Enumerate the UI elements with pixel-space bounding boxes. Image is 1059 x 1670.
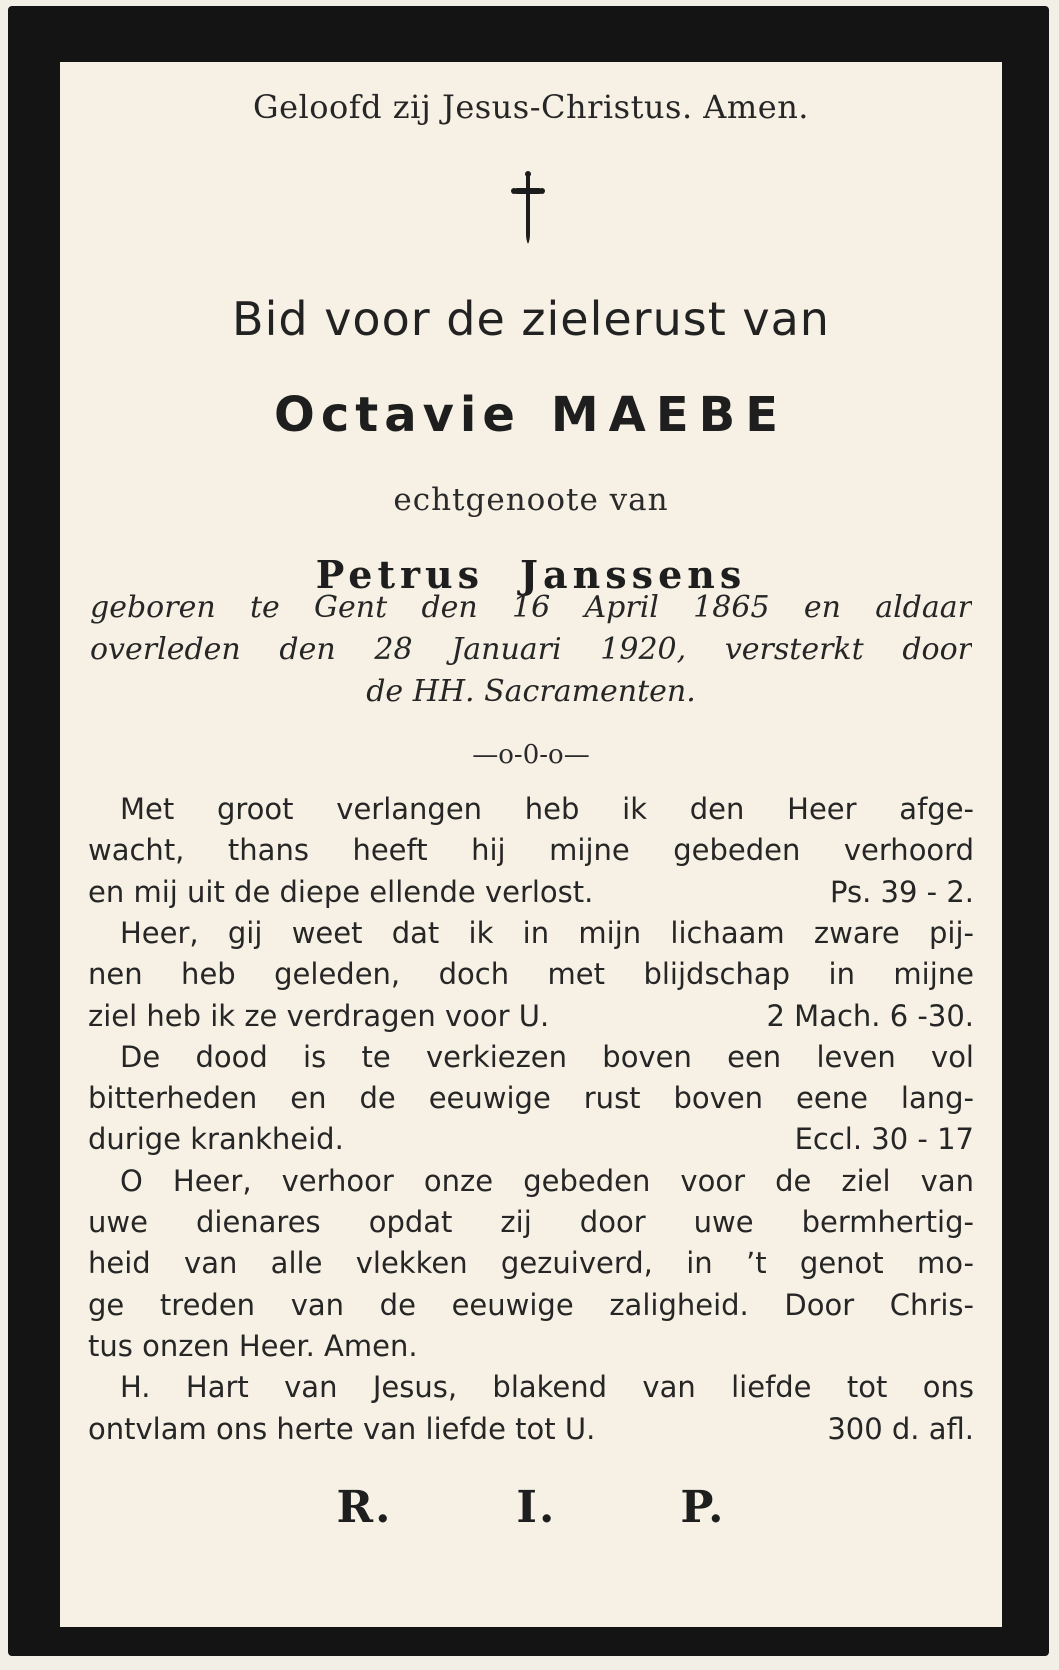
verse-line: ge treden van de eeuwige zaligheid. Door Chris- <box>88 1287 974 1322</box>
verse-last-line <box>88 1122 974 1156</box>
verse-text: tus onzen Heer. Amen. <box>88 1328 418 1363</box>
spouse-surname: Janssens <box>520 552 747 597</box>
verse-reference: 300 d. afl. <box>827 1411 974 1446</box>
rip-letter: I. <box>516 1482 557 1533</box>
bio-line: overleden den 28 Januari 1920, versterkt door <box>90 632 972 667</box>
spouse-first-name: Petrus <box>315 552 485 597</box>
verse-line: bitterheden en de eeuwige rust boven eene lang- <box>88 1081 974 1116</box>
verse-line: uwe dienares opdat zij door uwe bermhertig- <box>88 1205 974 1239</box>
verse-reference: Ps. 39 - 2. <box>830 874 974 909</box>
verse-line: De dood is te verkiezen boven een leven vol <box>120 1039 974 1074</box>
verse-last-line <box>88 1329 974 1363</box>
cross-icon <box>508 170 548 250</box>
prayer-heading: Bid voor de zielerust van <box>232 292 830 346</box>
verse-line: heid van alle vlekken gezuiverd, in ’t genot mo- <box>88 1246 974 1281</box>
bio-line: de HH. Sacramenten. <box>366 674 696 709</box>
verse-text: ziel heb ik ze verdragen voor U. <box>88 998 550 1033</box>
rip-letter: R. <box>336 1482 393 1533</box>
verse-line: Met groot verlangen heb ik den Heer afge- <box>120 792 974 826</box>
spouse-relation: echtgenoote van <box>393 482 669 518</box>
verse-text: ontvlam ons herte van liefde tot U. <box>88 1411 596 1446</box>
verse-text: en mij uit de diepe ellende verlost. <box>88 874 594 909</box>
verse-text: durige krankheid. <box>88 1122 344 1157</box>
verse-reference: 2 Mach. 6 -30. <box>766 998 974 1033</box>
divider-ornament: —o-0-o— <box>472 740 590 770</box>
verse-line: H. Hart van Jesus, blakend van liefde tot ons <box>120 1370 974 1405</box>
deceased-first-name: Octavie <box>274 387 521 443</box>
verse-line: O Heer, verhoor onze gebeden voor de ziel van <box>120 1163 974 1198</box>
verse-last-line <box>88 875 974 909</box>
rip-inscription <box>60 1482 1002 1533</box>
invocation: Geloofd zij Jesus-Christus. Amen. <box>253 88 809 126</box>
bio-line: geboren te Gent den 16 April 1865 en aldaar <box>90 590 972 625</box>
memorial-card-paper <box>60 62 1002 1627</box>
deceased-surname: MAEBE <box>550 387 788 443</box>
verse-last-line <box>88 999 974 1033</box>
verse-line: wacht, thans heeft hij mijne gebeden verhoord <box>88 833 974 868</box>
memorial-card-border <box>8 6 1049 1656</box>
verse-last-line <box>88 1412 974 1446</box>
rip-letter: P. <box>680 1482 726 1533</box>
verse-line: nen heb geleden, doch met blijdschap in mijne <box>88 957 974 992</box>
verse-line: Heer, gij weet dat ik in mijn lichaam zware pij- <box>120 915 974 950</box>
verse-reference: Eccl. 30 - 17 <box>794 1122 974 1157</box>
deceased-name <box>60 387 1002 443</box>
